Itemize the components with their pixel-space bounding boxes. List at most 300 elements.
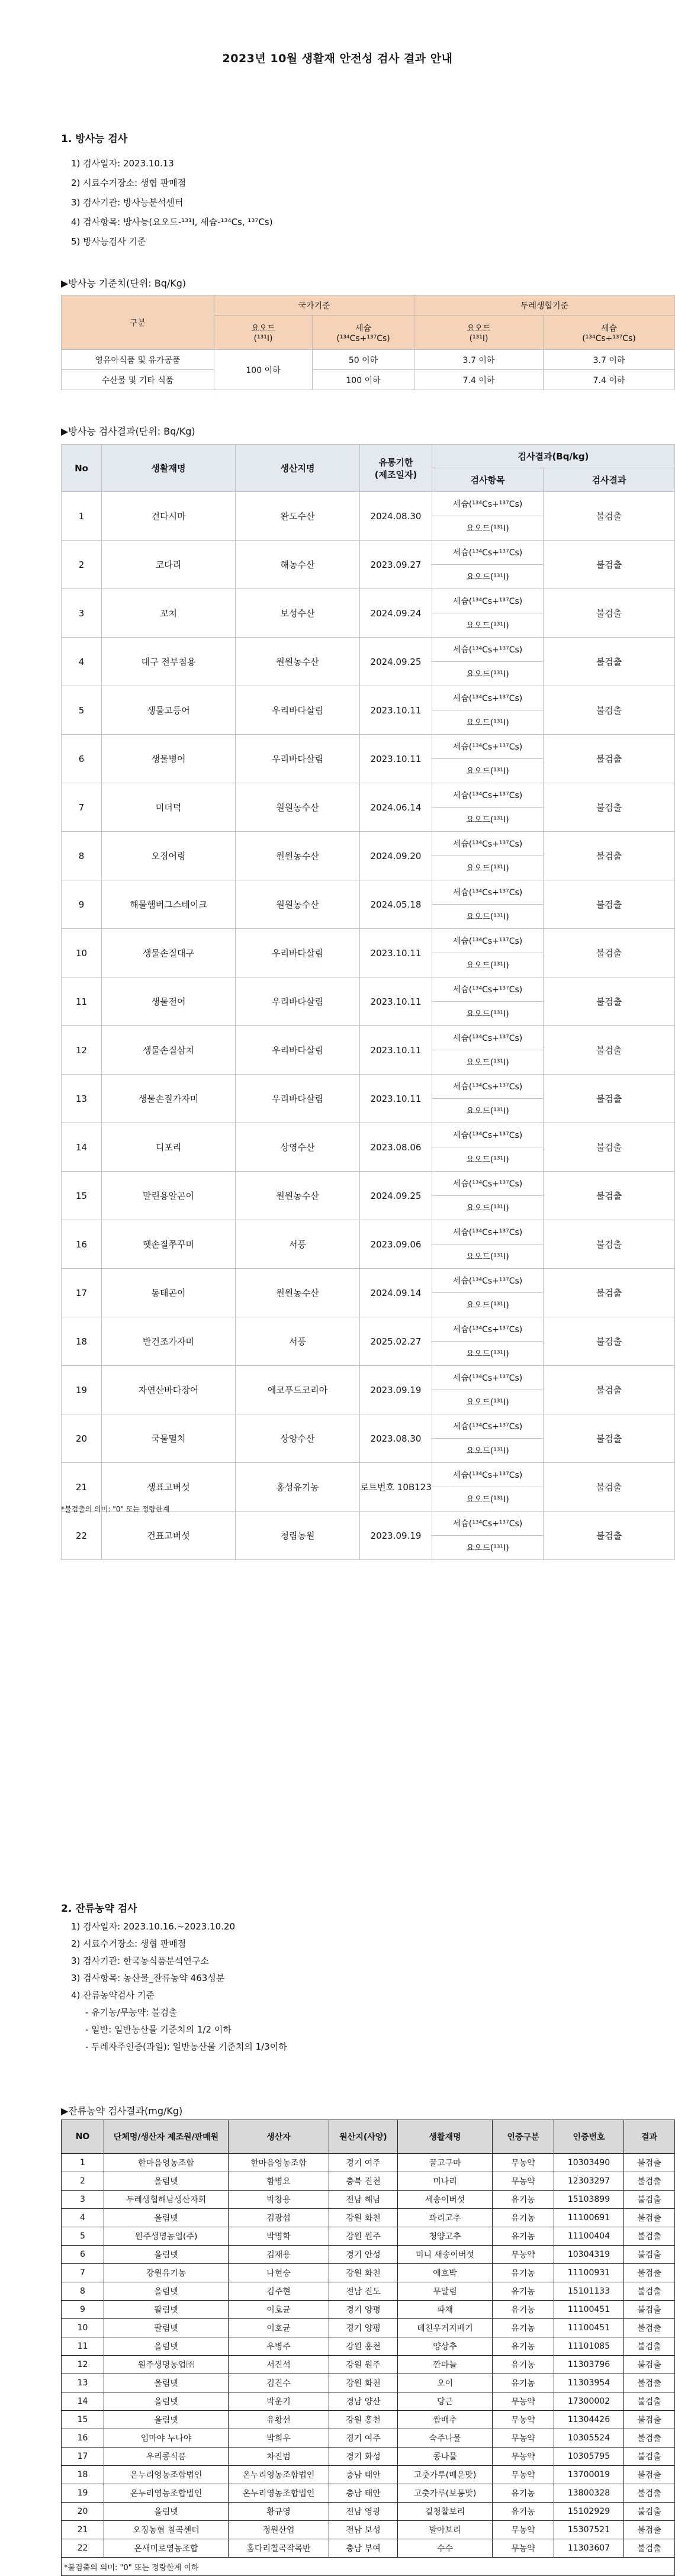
table-row — [62, 2282, 675, 2301]
cell-producer: 이호균 — [229, 2301, 329, 2319]
std-header-national: 국가기준 — [214, 295, 414, 316]
cell-producer: 차진범 — [229, 2448, 329, 2466]
pest-header-origin: 원산지(사양) — [329, 2120, 398, 2154]
row-no: 3 — [62, 589, 102, 638]
std-doore-iodine: 7.4 이하 — [414, 370, 544, 390]
row-item-cesium: 세슘(¹³⁴Cs+¹³⁷Cs) — [432, 589, 544, 613]
row-item-cesium: 세슘(¹³⁴Cs+¹³⁷Cs) — [432, 1123, 544, 1147]
radiation-info-list — [71, 154, 273, 252]
cell-cert-no: 11303796 — [554, 2356, 624, 2374]
row-result: 불검출 — [544, 1075, 675, 1123]
cell-producer: 황규영 — [229, 2503, 329, 2521]
row-producer: 원원농수산 — [236, 1172, 360, 1220]
row-item-cesium: 세슘(¹³⁴Cs+¹³⁷Cs) — [432, 638, 544, 662]
row-item-cesium: 세슘(¹³⁴Cs+¹³⁷Cs) — [432, 1366, 544, 1390]
cell-origin: 경기 안성 — [329, 2246, 398, 2264]
cell-cert: 유기농 — [493, 2319, 554, 2337]
table-row — [62, 2374, 675, 2392]
cell-cert: 무농약 — [493, 2392, 554, 2411]
table-row — [62, 541, 675, 565]
row-item-iodine: 요오드(¹³¹I) — [432, 1536, 544, 1560]
table-row — [62, 2411, 675, 2429]
cell-org: 한마음영농조합 — [104, 2154, 229, 2172]
row-product: 자연산바다장어 — [102, 1366, 236, 1414]
table-row — [62, 1511, 675, 1536]
cell-no: 10 — [62, 2319, 104, 2337]
row-no: 8 — [62, 832, 102, 880]
cell-cert-no: 17300002 — [554, 2392, 624, 2411]
row-product: 디포리 — [102, 1123, 236, 1172]
cell-no: 13 — [62, 2374, 104, 2392]
std-nat-cesium: 50 이하 — [313, 350, 414, 370]
cell-org: 올림넷 — [104, 2209, 229, 2227]
cell-result: 불검출 — [624, 2429, 675, 2448]
cell-no: 6 — [62, 2246, 104, 2264]
row-no: 20 — [62, 1414, 102, 1463]
cell-org: 엄마야 누나야 — [104, 2429, 229, 2448]
cell-org: 강원유기농 — [104, 2264, 229, 2282]
cell-org: 온누리영농조합법인 — [104, 2466, 229, 2484]
cell-result: 불검출 — [624, 2191, 675, 2209]
row-date: 2024.09.25 — [360, 1172, 432, 1220]
cell-result: 불검출 — [624, 2521, 675, 2539]
std-header-cesium — [313, 316, 414, 350]
table-row — [62, 832, 675, 856]
cell-producer: 이호균 — [229, 2319, 329, 2337]
cell-org: 원주생명농업㈜ — [104, 2356, 229, 2374]
cell-producer: 함병요 — [229, 2172, 329, 2191]
cell-producer: 홈다리칠곡작목반 — [229, 2539, 329, 2558]
pesticide-result-body — [62, 2154, 675, 2558]
row-no: 5 — [62, 686, 102, 735]
row-result: 불검출 — [544, 492, 675, 541]
cell-org: 올림넷 — [104, 2337, 229, 2356]
res-header-item: 검사항목 — [432, 468, 544, 492]
table-row — [62, 2264, 675, 2282]
cell-cert: 유기농 — [493, 2209, 554, 2227]
row-no: 21 — [62, 1463, 102, 1511]
row-result: 불검출 — [544, 977, 675, 1026]
row-result: 불검출 — [544, 1511, 675, 1560]
row-no: 19 — [62, 1366, 102, 1414]
std-header-iodine-sub: (¹³¹I) — [469, 333, 488, 343]
cell-product: 수수 — [398, 2539, 493, 2558]
std-header-category: 구분 — [62, 295, 214, 350]
row-result: 불검출 — [544, 1463, 675, 1511]
table-row — [62, 783, 675, 808]
row-producer: 서풍 — [236, 1220, 360, 1269]
row-producer: 원원농수산 — [236, 880, 360, 929]
res-header-expiry-sub: (제조일자) — [374, 469, 417, 480]
row-item-cesium: 세슘(¹³⁴Cs+¹³⁷Cs) — [432, 1317, 544, 1342]
cell-product: 꽈리고추 — [398, 2209, 493, 2227]
std-row-label: 영유아식품 및 유가공품 — [62, 350, 214, 370]
row-result: 불검출 — [544, 541, 675, 589]
pesticide-info-item: 1) 검사일자: 2023.10.16.~2023.10.20 — [71, 1921, 236, 1932]
row-date: 로트번호 10B123 — [360, 1463, 432, 1511]
row-item-cesium: 세슘(¹³⁴Cs+¹³⁷Cs) — [432, 1172, 544, 1196]
cell-cert: 유기농 — [493, 2374, 554, 2392]
row-item-cesium: 세슘(¹³⁴Cs+¹³⁷Cs) — [432, 880, 544, 905]
row-producer: 우리바다살림 — [236, 686, 360, 735]
row-product: 대구 전부침용 — [102, 638, 236, 686]
row-item-cesium: 세슘(¹³⁴Cs+¹³⁷Cs) — [432, 686, 544, 710]
row-producer: 청림농원 — [236, 1511, 360, 1560]
cell-org: 올림넷 — [104, 2503, 229, 2521]
cell-product: 미나리 — [398, 2172, 493, 2191]
cell-origin: 충남 부여 — [329, 2539, 398, 2558]
cell-no: 16 — [62, 2429, 104, 2448]
cell-origin: 경기 양평 — [329, 2301, 398, 2319]
cell-cert-no: 11303607 — [554, 2539, 624, 2558]
row-date: 2024.05.18 — [360, 880, 432, 929]
cell-result: 불검출 — [624, 2154, 675, 2172]
row-producer: 우리바다살림 — [236, 977, 360, 1026]
row-date: 2023.08.06 — [360, 1123, 432, 1172]
std-header-iodine-doore — [414, 316, 544, 350]
cell-origin: 강원 화천 — [329, 2374, 398, 2392]
row-producer: 상영수산 — [236, 1123, 360, 1172]
row-result: 불검출 — [544, 1269, 675, 1317]
row-result: 불검출 — [544, 686, 675, 735]
cell-result: 불검출 — [624, 2466, 675, 2484]
std-header-iodine — [214, 316, 313, 350]
pest-header-cert-no: 인증번호 — [554, 2120, 624, 2154]
cell-no: 11 — [62, 2337, 104, 2356]
table-row — [62, 2539, 675, 2558]
cell-cert: 유기농 — [493, 2264, 554, 2282]
row-producer: 원원농수산 — [236, 1269, 360, 1317]
row-producer: 완도수산 — [236, 492, 360, 541]
res-header-producer: 생산지명 — [236, 445, 360, 492]
row-date: 2023.08.30 — [360, 1414, 432, 1463]
cell-org: 온새미로영농조합 — [104, 2539, 229, 2558]
pesticide-criteria-item: - 두레자주인증(과일): 일반농산물 기준치의 1/3이하 — [85, 2041, 287, 2052]
cell-producer: 김재용 — [229, 2246, 329, 2264]
std-header-cesium-sub: (¹³⁴Cs+¹³⁷Cs) — [336, 333, 390, 343]
row-result: 불검출 — [544, 1414, 675, 1463]
cell-no: 3 — [62, 2191, 104, 2209]
row-date: 2023.09.19 — [360, 1511, 432, 1560]
table-row — [62, 1414, 675, 1439]
cell-result: 불검출 — [624, 2539, 675, 2558]
std-doore-cesium: 7.4 이하 — [544, 370, 675, 390]
cell-product: 오이 — [398, 2374, 493, 2392]
table-row — [62, 1366, 675, 1390]
row-item-cesium: 세슘(¹³⁴Cs+¹³⁷Cs) — [432, 929, 544, 953]
cell-origin: 충남 태안 — [329, 2484, 398, 2503]
row-date: 2023.10.11 — [360, 1075, 432, 1123]
row-product: 국물멸치 — [102, 1414, 236, 1463]
cell-origin: 전남 영광 — [329, 2503, 398, 2521]
cell-result: 불검출 — [624, 2448, 675, 2466]
cell-product: 꿀고구마 — [398, 2154, 493, 2172]
row-date: 2023.10.11 — [360, 977, 432, 1026]
table-row — [62, 735, 675, 759]
radiation-result-table — [61, 444, 675, 1560]
table-row — [62, 2172, 675, 2191]
cell-cert: 무농약 — [493, 2448, 554, 2466]
pest-header-product: 생활재명 — [398, 2120, 493, 2154]
cell-cert-no: 15307521 — [554, 2521, 624, 2539]
table-row — [62, 2503, 675, 2521]
row-no: 15 — [62, 1172, 102, 1220]
row-date: 2024.06.14 — [360, 783, 432, 832]
cell-result: 불검출 — [624, 2356, 675, 2374]
row-item-cesium: 세슘(¹³⁴Cs+¹³⁷Cs) — [432, 735, 544, 759]
row-item-iodine: 요오드(¹³¹I) — [432, 613, 544, 638]
row-product: 생물손질가자미 — [102, 1075, 236, 1123]
row-item-iodine: 요오드(¹³¹I) — [432, 1002, 544, 1026]
radiation-standard-table — [61, 295, 675, 390]
cell-no: 18 — [62, 2466, 104, 2484]
row-item-iodine: 요오드(¹³¹I) — [432, 1439, 544, 1463]
std-header-cesium-doore — [544, 316, 675, 350]
row-item-cesium: 세슘(¹³⁴Cs+¹³⁷Cs) — [432, 783, 544, 808]
row-result: 불검출 — [544, 1366, 675, 1414]
row-no: 10 — [62, 929, 102, 977]
cell-result: 불검출 — [624, 2246, 675, 2264]
cell-cert-no: 11100691 — [554, 2209, 624, 2227]
table-row — [62, 929, 675, 953]
row-no: 17 — [62, 1269, 102, 1317]
table-row — [62, 1123, 675, 1147]
pesticide-criteria-item: - 일반: 일반농산물 기준치의 1/2 이하 — [85, 2024, 232, 2035]
row-item-iodine: 요오드(¹³¹I) — [432, 808, 544, 832]
cell-producer: 온누리영농조합법인 — [229, 2466, 329, 2484]
table-row — [62, 492, 675, 516]
row-product: 햇손질쭈꾸미 — [102, 1220, 236, 1269]
row-producer: 원원농수산 — [236, 783, 360, 832]
row-product: 반건조가자미 — [102, 1317, 236, 1366]
table-row — [62, 1463, 675, 1487]
row-item-iodine: 요오드(¹³¹I) — [432, 905, 544, 929]
cell-no: 14 — [62, 2392, 104, 2411]
row-item-iodine: 요오드(¹³¹I) — [432, 953, 544, 977]
cell-product: 당근 — [398, 2392, 493, 2411]
row-date: 2023.09.27 — [360, 541, 432, 589]
pesticide-info-item: 4) 잔류농약검사 기준 — [71, 1990, 155, 2001]
row-date: 2024.09.20 — [360, 832, 432, 880]
cell-no: 4 — [62, 2209, 104, 2227]
cell-result: 불검출 — [624, 2411, 675, 2429]
cell-cert: 유기농 — [493, 2191, 554, 2209]
cell-product: 애호박 — [398, 2264, 493, 2282]
cell-org: 원주생명농업(주) — [104, 2227, 229, 2246]
pesticide-info-item: 3) 검사항목: 농산물_잔류농약 463성분 — [71, 1973, 225, 1983]
row-producer: 원원농수산 — [236, 832, 360, 880]
cell-producer: 나현승 — [229, 2264, 329, 2282]
table-row — [62, 1075, 675, 1099]
cell-cert: 유기농 — [493, 2337, 554, 2356]
row-item-iodine: 요오드(¹³¹I) — [432, 1293, 544, 1317]
cell-cert-no: 10305795 — [554, 2448, 624, 2466]
row-item-iodine: 요오드(¹³¹I) — [432, 710, 544, 735]
standard-table-caption: ▶방사능 기준치(단위: Bq/Kg) — [61, 278, 187, 289]
row-no: 12 — [62, 1026, 102, 1075]
row-item-cesium: 세슘(¹³⁴Cs+¹³⁷Cs) — [432, 541, 544, 565]
row-item-iodine: 요오드(¹³¹I) — [432, 516, 544, 541]
table-row — [62, 2227, 675, 2246]
pest-header-result: 결과 — [624, 2120, 675, 2154]
row-item-iodine: 요오드(¹³¹I) — [432, 1050, 544, 1075]
cell-cert: 무농약 — [493, 2539, 554, 2558]
cell-product: 쌈배추 — [398, 2411, 493, 2429]
row-item-cesium: 세슘(¹³⁴Cs+¹³⁷Cs) — [432, 977, 544, 1002]
cell-producer: 온누리영농조합법인 — [229, 2484, 329, 2503]
cell-origin: 강원 홍천 — [329, 2337, 398, 2356]
table-row — [62, 1172, 675, 1196]
cell-cert: 유기농 — [493, 2503, 554, 2521]
table-row — [62, 2246, 675, 2264]
cell-cert: 유기농 — [493, 2282, 554, 2301]
pesticide-info-item: 2) 시료수거장소: 생협 판매점 — [71, 1938, 187, 1949]
cell-producer: 김주현 — [229, 2282, 329, 2301]
row-no: 6 — [62, 735, 102, 783]
std-header-doore: 두레생협기준 — [414, 295, 675, 316]
cell-origin: 강원 화천 — [329, 2264, 398, 2282]
cell-org: 올림넷 — [104, 2411, 229, 2429]
pesticide-criteria-item: - 유기농/무농약: 불검출 — [85, 2007, 178, 2018]
row-no: 11 — [62, 977, 102, 1026]
cell-cert-no: 11101085 — [554, 2337, 624, 2356]
cell-org: 팔림넷 — [104, 2319, 229, 2337]
cell-no: 17 — [62, 2448, 104, 2466]
cell-no: 15 — [62, 2411, 104, 2429]
cell-no: 21 — [62, 2521, 104, 2539]
row-date: 2024.09.25 — [360, 638, 432, 686]
table-row — [62, 2319, 675, 2337]
row-item-cesium: 세슘(¹³⁴Cs+¹³⁷Cs) — [432, 1075, 544, 1099]
row-result: 불검출 — [544, 1317, 675, 1366]
row-no: 14 — [62, 1123, 102, 1172]
std-nat-iodine: 100 이하 — [214, 350, 313, 390]
res-header-expiry-label: 유통기한 — [378, 456, 413, 468]
cell-org: 올림넷 — [104, 2172, 229, 2191]
row-product: 해물햄버그스테이크 — [102, 880, 236, 929]
row-no: 16 — [62, 1220, 102, 1269]
cell-cert: 유기농 — [493, 2356, 554, 2374]
cell-product: 파채 — [398, 2301, 493, 2319]
cell-cert: 무농약 — [493, 2172, 554, 2191]
row-producer: 우리바다살림 — [236, 735, 360, 783]
row-item-iodine: 요오드(¹³¹I) — [432, 856, 544, 880]
row-no: 7 — [62, 783, 102, 832]
cell-cert: 유기농 — [493, 2484, 554, 2503]
row-producer: 원원농수산 — [236, 638, 360, 686]
cell-origin: 경기 여주 — [329, 2154, 398, 2172]
row-date: 2025.02.27 — [360, 1317, 432, 1366]
cell-origin: 경남 양산 — [329, 2392, 398, 2411]
row-no: 9 — [62, 880, 102, 929]
cell-origin: 경기 양평 — [329, 2319, 398, 2337]
cell-cert-no: 11100451 — [554, 2301, 624, 2319]
cell-cert-no: 13800328 — [554, 2484, 624, 2503]
cell-origin: 전남 보성 — [329, 2521, 398, 2539]
row-item-iodine: 요오드(¹³¹I) — [432, 565, 544, 589]
cell-product: 고춧가루(매운맛) — [398, 2466, 493, 2484]
cell-no: 19 — [62, 2484, 104, 2503]
table-row — [62, 1026, 675, 1050]
row-item-iodine: 요오드(¹³¹I) — [432, 1342, 544, 1366]
radiation-info-item: 5) 방사능검사 기준 — [71, 236, 146, 247]
row-producer: 해농수산 — [236, 541, 360, 589]
cell-cert: 무농약 — [493, 2154, 554, 2172]
cell-cert: 무농약 — [493, 2521, 554, 2539]
std-header-iodine-label: 요오드 — [467, 323, 491, 333]
pest-header-cert: 인증구분 — [493, 2120, 554, 2154]
cell-org: 온누리영농조합법인 — [104, 2484, 229, 2503]
cell-cert-no: 11304426 — [554, 2411, 624, 2429]
row-item-iodine: 요오드(¹³¹I) — [432, 1244, 544, 1269]
table-row — [62, 686, 675, 710]
cell-product: 숙주나물 — [398, 2429, 493, 2448]
table-row — [62, 1220, 675, 1244]
pesticide-info-item: 3) 검사기관: 한국농식품분석연구소 — [71, 1956, 209, 1966]
row-item-cesium: 세슘(¹³⁴Cs+¹³⁷Cs) — [432, 1269, 544, 1293]
table-row — [62, 1269, 675, 1293]
page-title: 2023년 10월 생활재 안전성 검사 결과 안내 — [222, 52, 453, 65]
row-item-cesium: 세슘(¹³⁴Cs+¹³⁷Cs) — [432, 1414, 544, 1439]
res-header-outcome: 검사결과 — [544, 468, 675, 492]
cell-org: 올림넷 — [104, 2374, 229, 2392]
cell-origin: 충남 태안 — [329, 2466, 398, 2484]
cell-no: 2 — [62, 2172, 104, 2191]
row-result: 불검출 — [544, 832, 675, 880]
row-product: 건표고버섯 — [102, 1511, 236, 1560]
cell-cert: 무농약 — [493, 2466, 554, 2484]
table-row — [62, 2356, 675, 2374]
cell-cert-no: 12303297 — [554, 2172, 624, 2191]
row-producer: 서풍 — [236, 1317, 360, 1366]
radiation-info-item: 2) 시료수거장소: 생협 판매점 — [71, 178, 187, 188]
row-producer: 우리바다살림 — [236, 929, 360, 977]
cell-product: 고춧가루(보통맛) — [398, 2484, 493, 2503]
row-result: 불검출 — [544, 783, 675, 832]
cell-result: 불검출 — [624, 2282, 675, 2301]
cell-origin: 전남 해남 — [329, 2191, 398, 2209]
cell-result: 불검출 — [624, 2319, 675, 2337]
table-row — [62, 589, 675, 613]
row-producer: 보성수산 — [236, 589, 360, 638]
cell-cert-no: 11100451 — [554, 2319, 624, 2337]
table-row — [62, 880, 675, 905]
cell-result: 불검출 — [624, 2392, 675, 2411]
cell-cert-no: 11100931 — [554, 2264, 624, 2282]
pest-header-org: 단체명/생산자 제조원/판매원 — [104, 2120, 229, 2154]
row-date: 2024.09.24 — [360, 589, 432, 638]
cell-result: 불검출 — [624, 2374, 675, 2392]
row-product: 말린용알곤이 — [102, 1172, 236, 1220]
row-no: 2 — [62, 541, 102, 589]
row-product: 건다시마 — [102, 492, 236, 541]
row-item-cesium: 세슘(¹³⁴Cs+¹³⁷Cs) — [432, 832, 544, 856]
cell-origin: 강원 원주 — [329, 2227, 398, 2246]
cell-no: 12 — [62, 2356, 104, 2374]
cell-no: 1 — [62, 2154, 104, 2172]
pest-header-producer: 생산자 — [229, 2120, 329, 2154]
res-header-no: No — [62, 445, 102, 492]
cell-result: 불검출 — [624, 2172, 675, 2191]
table-row — [62, 2392, 675, 2411]
cell-origin: 강원 홍천 — [329, 2411, 398, 2429]
row-item-cesium: 세슘(¹³⁴Cs+¹³⁷Cs) — [432, 1220, 544, 1244]
cell-no: 5 — [62, 2227, 104, 2246]
table-row — [62, 2191, 675, 2209]
cell-cert-no: 10305524 — [554, 2429, 624, 2448]
row-producer: 우리바다살림 — [236, 1075, 360, 1123]
radiation-info-item: 1) 검사일자: 2023.10.13 — [71, 158, 174, 169]
